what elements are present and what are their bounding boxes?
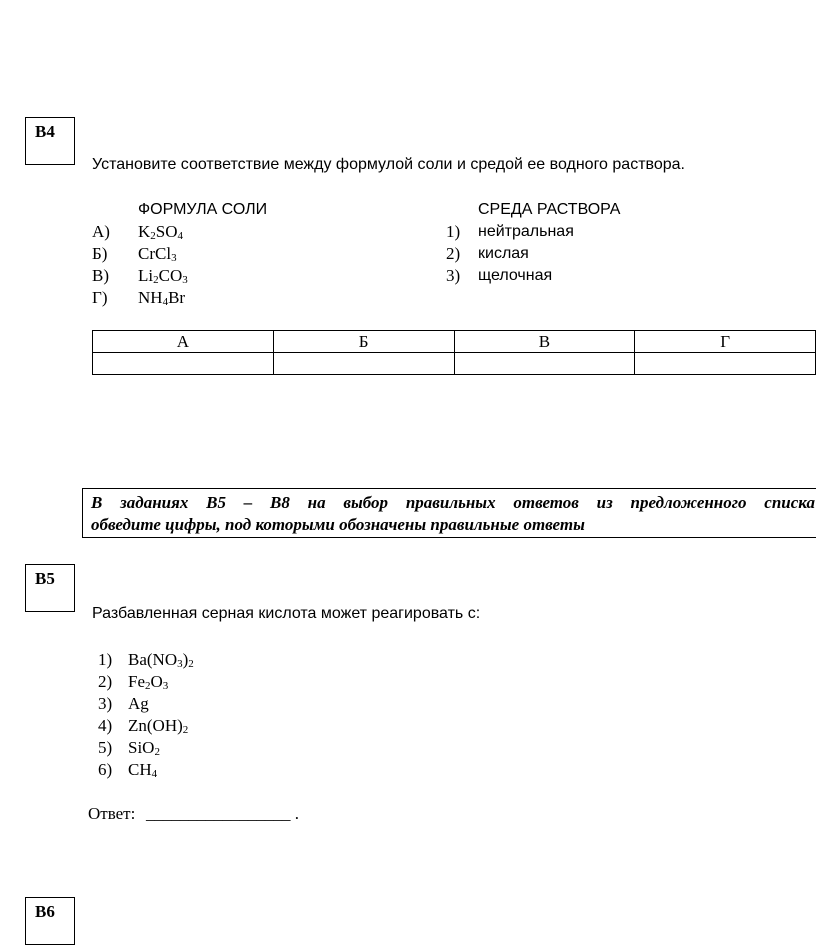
option-number: 3) — [98, 694, 113, 713]
answer-cell-b[interactable] — [273, 353, 454, 375]
answer-table-header-row — [93, 331, 816, 353]
task-label-b4-text: B4 — [35, 122, 55, 141]
answer-table-input-row — [93, 353, 816, 375]
option-item[interactable]: $Zn(OH)_2$ — [128, 716, 189, 736]
instruction-box — [82, 488, 816, 538]
option-item[interactable]: $CH_4$ — [128, 760, 158, 780]
instruction-line-2: обведите цифры, под которыми обозначены правильные ответы — [91, 515, 585, 534]
task-label-b4 — [25, 117, 75, 165]
instruction-line-1: В заданиях В5 – В8 на выбор правильных ответов из предложенного списка — [91, 493, 815, 512]
medium-item: нейтральная — [478, 223, 574, 240]
b5-question: Разбавленная серная кислота может реагировать с: — [92, 605, 481, 622]
answer-line[interactable]: _________________ . — [146, 804, 299, 823]
formula-letter: Г) — [92, 288, 108, 307]
formula-item: CrCl$_3$ — [138, 244, 177, 264]
option-number: 6) — [98, 760, 113, 779]
answer-table-header: Б — [273, 331, 454, 353]
answer-table-header: В — [454, 331, 635, 353]
medium-number: 3) — [446, 266, 461, 285]
medium-number: 1) — [446, 222, 461, 241]
medium-column-header: СРЕДА РАСТВОРА — [478, 201, 621, 218]
medium-item: щелочная — [478, 267, 553, 284]
formula-column-header: ФОРМУЛА СОЛИ — [138, 201, 268, 218]
option-number: 2) — [98, 672, 113, 691]
formula-item: $NH_4Br$ — [138, 288, 186, 308]
answer-cell-v[interactable] — [454, 353, 635, 375]
answer-table-header: А — [93, 331, 274, 353]
task-label-b5 — [25, 564, 75, 612]
formula-item: $K_2SO_4$ — [138, 222, 184, 242]
option-number: 1) — [98, 650, 113, 669]
answer-cell-a[interactable] — [93, 353, 274, 375]
answer-table-header: Г — [635, 331, 816, 353]
medium-number: 2) — [446, 244, 461, 263]
answer-table — [92, 330, 816, 375]
medium-item: кислая — [478, 245, 529, 262]
b4-question: Установите соответствие между формулой соли и средой ее водного раствора. — [92, 156, 685, 173]
option-item[interactable]: SiO$_2$ — [128, 738, 160, 758]
formula-letter: В) — [92, 266, 109, 285]
task-label-b6-text: B6 — [35, 902, 55, 921]
option-number: 5) — [98, 738, 113, 757]
option-item[interactable]: Ag — [128, 694, 149, 713]
formula-item: $Li_2CO_3$ — [138, 266, 188, 286]
task-label-b5-text: B5 — [35, 569, 55, 588]
option-item[interactable]: $Ba(NO_3)_2$ — [128, 650, 194, 670]
answer-label: Ответ: — [88, 804, 136, 823]
answer-cell-g[interactable] — [635, 353, 816, 375]
formula-letter: А) — [92, 222, 110, 241]
formula-letter: Б) — [92, 244, 108, 263]
task-label-b6 — [25, 897, 75, 945]
option-number: 4) — [98, 716, 113, 735]
option-item[interactable]: $Fe_2O_3$ — [128, 672, 169, 692]
